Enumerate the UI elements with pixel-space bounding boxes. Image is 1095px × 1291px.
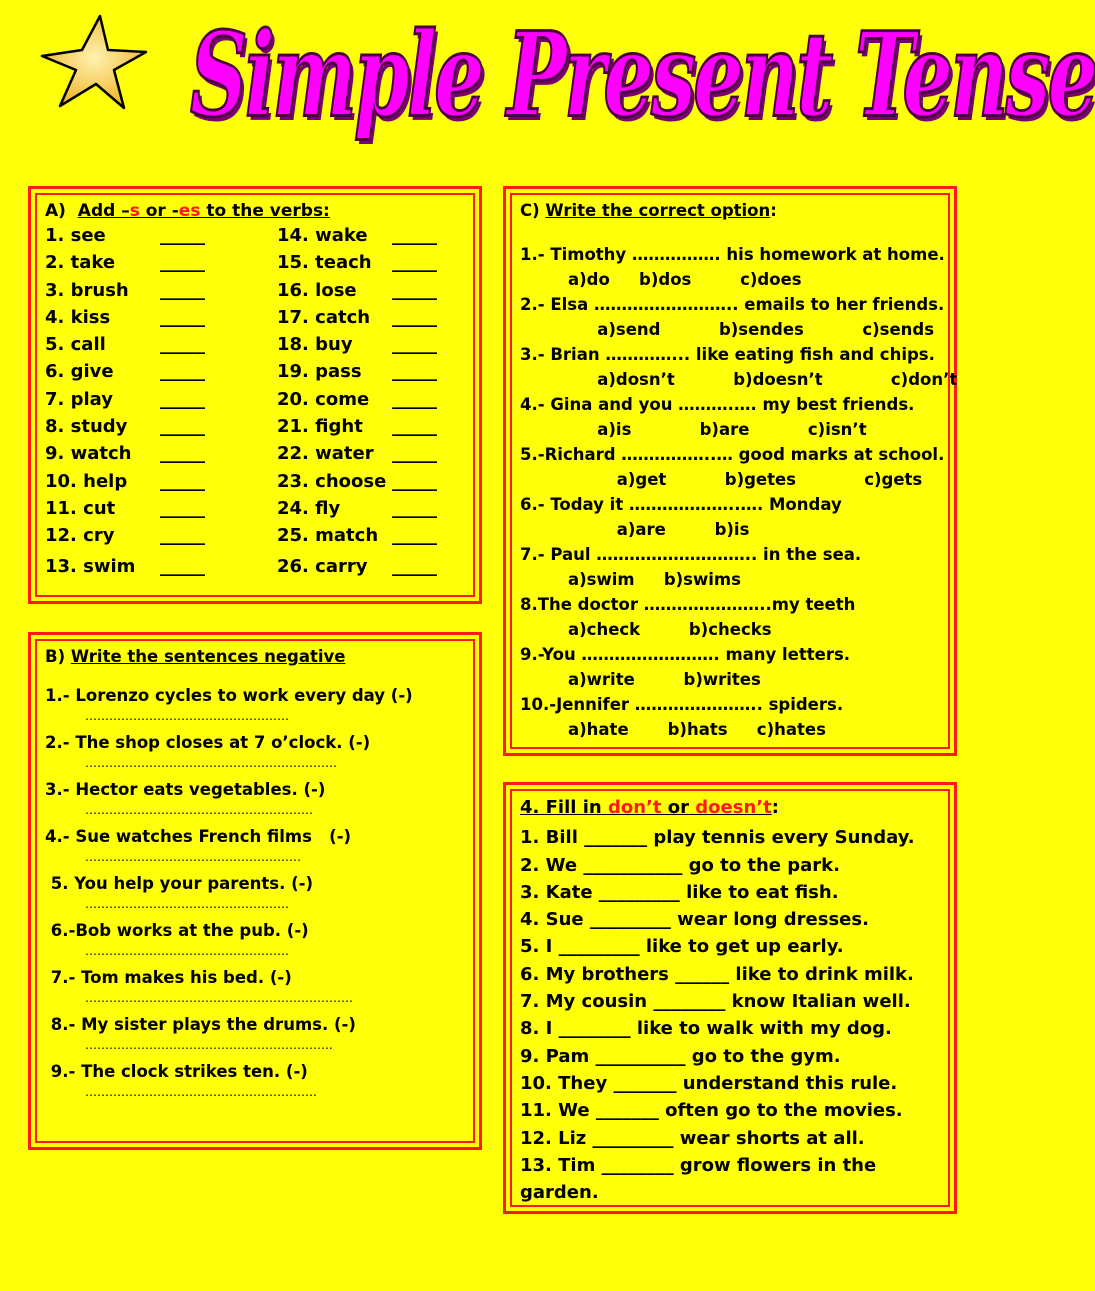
verb-label: 1. see — [45, 225, 106, 246]
verb-label: 5. call — [45, 334, 106, 356]
verb-label: 13. swim — [45, 556, 136, 578]
option-question: 1.- Timothy ……………. his homework at home. — [520, 245, 945, 264]
fill-in-sentence: 11. We _______ often go to the movies. — [520, 1100, 903, 1122]
answer-line[interactable]: …………………………………………………….. — [85, 1038, 333, 1052]
option-choices[interactable]: a)are b)is — [568, 520, 750, 539]
option-choices[interactable]: a)send b)sendes c)sends — [568, 320, 935, 339]
verb-label: 7. play — [45, 388, 114, 410]
option-choices[interactable]: a)do b)dos c)does — [568, 270, 802, 289]
verb-blank[interactable]: _____ — [392, 497, 437, 519]
verb-item — [45, 361, 255, 388]
verb-item — [45, 225, 255, 252]
verb-item — [277, 307, 487, 334]
verb-label: 14. wake — [277, 225, 368, 246]
negative-sentence: 1.- Lorenzo cycles to work every day (-) — [45, 686, 413, 705]
option-choices[interactable]: a)dosn’t b)doesn’t c)don’t — [568, 370, 958, 389]
fill-in-sentence: 9. Pam __________ go to the gym. — [520, 1045, 841, 1067]
verb-label: 22. water — [277, 443, 374, 465]
option-question: 6.- Today it ………………..…. Monday — [520, 495, 842, 514]
answer-line[interactable]: …………………………………………………. — [85, 1085, 317, 1099]
verb-label: 8. study — [45, 416, 128, 438]
verb-label: 24. fly — [277, 497, 341, 519]
verb-blank[interactable]: _____ — [160, 306, 205, 328]
option-choices[interactable]: a)write b)writes — [568, 670, 761, 689]
verb-blank[interactable]: _____ — [392, 334, 437, 356]
verb-blank[interactable]: _____ — [392, 556, 437, 578]
verb-item — [45, 525, 255, 556]
verb-label: 15. teach — [277, 252, 372, 274]
verb-label: 11. cut — [45, 497, 116, 519]
verb-item — [45, 307, 255, 334]
verb-blank[interactable]: _____ — [160, 497, 205, 519]
verb-blank[interactable]: _____ — [160, 334, 205, 356]
verb-label: 18. buy — [277, 334, 353, 356]
verb-label: 9. watch — [45, 443, 132, 465]
verb-item — [45, 389, 255, 416]
verb-blank[interactable]: _____ — [392, 306, 437, 328]
verb-item — [45, 471, 255, 498]
verb-item — [277, 525, 487, 556]
option-question: 3.- Brian …………... like eating fish and chips. — [520, 345, 935, 364]
verb-label: 20. come — [277, 388, 370, 410]
option-question: 9.-You ……………………. many letters. — [520, 645, 851, 664]
verb-blank[interactable]: _____ — [392, 388, 437, 410]
section-c-heading: C) Write the correct option: — [520, 201, 777, 220]
verb-label: 17. catch — [277, 306, 371, 328]
option-question: 8.The doctor …………………..my teeth — [520, 595, 856, 614]
fill-in-sentence: 2. We ___________ go to the park. — [520, 854, 840, 876]
verb-blank[interactable]: _____ — [392, 525, 437, 547]
verb-blank[interactable]: _____ — [160, 225, 205, 246]
verb-item — [277, 556, 487, 587]
answer-line[interactable]: ……………………………………………………… — [85, 756, 337, 770]
verb-blank[interactable]: _____ — [392, 443, 437, 465]
verb-blank[interactable]: _____ — [392, 361, 437, 383]
verb-item — [45, 416, 255, 443]
fill-in-sentence: 8. I ________ like to walk with my dog. — [520, 1018, 892, 1040]
verb-item — [277, 443, 487, 470]
fill-in-sentence: 5. I _________ like to get up early. — [520, 936, 844, 958]
verb-item — [45, 556, 255, 587]
verb-blank[interactable]: _____ — [392, 416, 437, 438]
verb-item — [277, 416, 487, 443]
verb-label: 19. pass — [277, 361, 362, 383]
negative-sentence: 2.- The shop closes at 7 o’clock. (-) — [45, 733, 371, 752]
negative-sentence: 4.- Sue watches French films (-) — [45, 827, 352, 846]
section-c-box — [503, 186, 957, 756]
answer-line[interactable]: ……………………………………………… — [85, 850, 301, 864]
verb-blank[interactable]: _____ — [160, 388, 205, 410]
negative-sentence: 3.- Hector eats vegetables. (-) — [45, 780, 326, 799]
option-question: 7.- Paul ……………………….. in the sea. — [520, 545, 862, 564]
verb-blank[interactable]: _____ — [160, 525, 205, 547]
verb-label: 26. carry — [277, 556, 368, 578]
verb-item — [277, 361, 487, 388]
negative-sentence: 8.- My sister plays the drums. (-) — [45, 1015, 356, 1034]
verb-item — [45, 498, 255, 525]
section-a-heading: A) Add –s or -es to the verbs: — [45, 201, 330, 221]
fill-in-sentence: 12. Liz _________ wear shorts at all. — [520, 1127, 865, 1149]
verb-item — [277, 225, 487, 252]
section-d-box — [503, 782, 957, 1214]
verb-item — [277, 334, 487, 361]
fill-in-sentence: 7. My cousin ________ know Italian well. — [520, 991, 911, 1013]
verb-blank[interactable]: _____ — [392, 470, 437, 492]
verb-label: 3. brush — [45, 279, 129, 301]
verb-blank[interactable]: _____ — [160, 252, 205, 274]
fill-in-sentence: 6. My brothers ______ like to drink milk. — [520, 963, 914, 985]
negative-sentence: 6.-Bob works at the pub. (-) — [45, 921, 309, 940]
fill-in-sentence: 10. They _______ understand this rule. — [520, 1072, 898, 1094]
verb-blank[interactable]: _____ — [160, 443, 205, 465]
verb-label: 2. take — [45, 252, 116, 274]
verb-blank[interactable]: _____ — [160, 416, 205, 438]
verb-label: 21. fight — [277, 416, 363, 438]
fill-in-sentence: 1. Bill _______ play tennis every Sunday. — [520, 827, 915, 849]
section-a-box — [28, 186, 482, 604]
verb-label: 25. match — [277, 525, 379, 547]
fill-in-sentence: garden. — [520, 1182, 599, 1204]
verb-item — [45, 334, 255, 361]
answer-line[interactable]: ………………………………………………… — [85, 803, 313, 817]
option-question: 10.-Jennifer ………………….. spiders. — [520, 695, 844, 714]
verb-item — [277, 252, 487, 279]
option-choices[interactable]: a)hate b)hats c)hates — [568, 720, 826, 739]
verb-blank[interactable]: _____ — [392, 225, 437, 246]
verb-item — [45, 252, 255, 279]
option-choices[interactable]: a)check b)checks — [568, 620, 772, 639]
section-d-heading: 4. Fill in don’t or doesn’t: — [520, 797, 779, 818]
answer-line[interactable]: …………………………………………… — [85, 709, 289, 723]
negative-sentence: 9.- The clock strikes ten. (-) — [45, 1062, 308, 1081]
verb-label: 23. choose — [277, 470, 387, 492]
section-b-box — [28, 632, 482, 1150]
answer-line[interactable]: …………………………………………… — [85, 897, 289, 911]
verb-blank[interactable]: _____ — [160, 279, 205, 301]
fill-in-sentence: 4. Sue _________ wear long dresses. — [520, 909, 869, 931]
verb-item — [277, 389, 487, 416]
option-choices[interactable]: a)is b)are c)isn’t — [568, 420, 867, 439]
option-choices[interactable]: a)swim b)swims — [568, 570, 741, 589]
answer-line[interactable]: …………………………………………… — [85, 944, 289, 958]
option-question: 4.- Gina and you ……….…. my best friends. — [520, 395, 915, 414]
option-choices[interactable]: a)get b)getes c)gets — [568, 470, 923, 489]
verb-blank[interactable]: _____ — [160, 556, 205, 578]
verb-item — [277, 498, 487, 525]
section-b-heading: B) Write the sentences negative — [45, 647, 346, 666]
fill-in-sentence: 13. Tim ________ grow flowers in the — [520, 1154, 877, 1176]
verb-label: 10. help — [45, 470, 128, 492]
verb-item — [277, 280, 487, 307]
verb-blank[interactable]: _____ — [392, 279, 437, 301]
verb-item — [45, 280, 255, 307]
verb-blank[interactable]: _____ — [160, 470, 205, 492]
fill-in-sentence: 3. Kate _________ like to eat fish. — [520, 881, 839, 903]
negative-sentence: 5. You help your parents. (-) — [45, 874, 314, 893]
verb-item — [45, 443, 255, 470]
verb-label: 6. give — [45, 361, 114, 383]
verb-blank[interactable]: _____ — [392, 252, 437, 274]
verb-label: 4. kiss — [45, 306, 111, 328]
negative-sentence: 7.- Tom makes his bed. (-) — [45, 968, 292, 987]
verb-blank[interactable]: _____ — [160, 361, 205, 383]
verb-label: 12. cry — [45, 525, 115, 547]
option-question: 2.- Elsa …………………….. emails to her friends. — [520, 295, 945, 314]
verb-label: 16. lose — [277, 279, 357, 301]
verb-item — [277, 471, 487, 498]
star-icon — [38, 12, 150, 112]
answer-line[interactable]: …………………………………………………………. — [85, 991, 353, 1005]
option-question: 5.-Richard ……………..… good marks at school. — [520, 445, 945, 464]
page-title: Simple Present Tense — [190, 6, 1095, 144]
